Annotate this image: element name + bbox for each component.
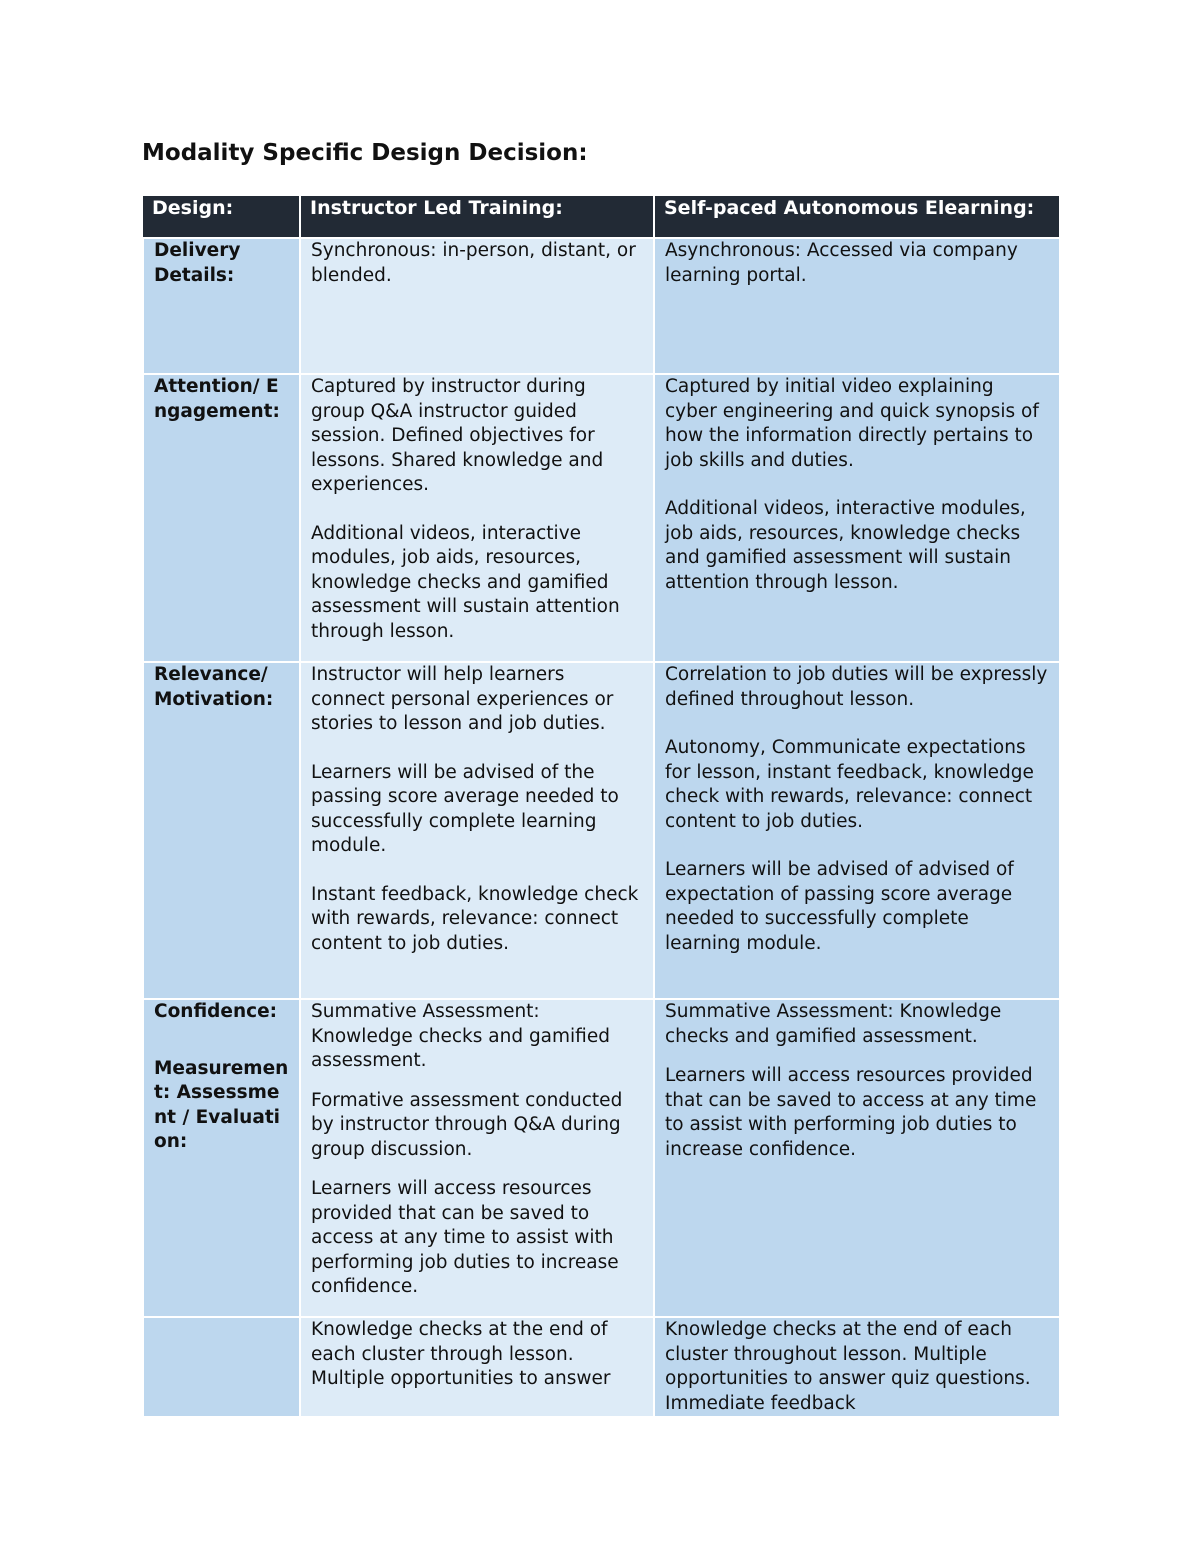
row-label-text: Measurement: Assessment / Evaluation: [154,1057,289,1152]
row-label-text: Delivery Details: [154,240,241,286]
header-self-paced-elearning: Self-paced Autonomous Elearning: [654,196,1059,238]
cell-paragraph: Instructor will help learners connect personal experiences or stories to lesson and job duties. [311,664,614,734]
design-decision-table [142,196,1059,1416]
cell-paragraph: Additional videos, interactive modules, job aids, resources, knowledge checks and gamified assessment will sustain attention through lesson. [665,498,1026,593]
row-label-confidence-measurement [143,999,300,1317]
cell-paragraph: Captured by instructor during group Q&A instructor guided session. Defined objectives for lessons. Shared knowledge and experiences. [311,376,604,495]
elearning-cell [654,1317,1059,1416]
row-label-delivery-details [143,238,300,374]
elearning-cell [654,662,1059,999]
elearning-cell [654,238,1059,374]
row-label-attention-engagement [143,374,300,662]
cell-paragraph: Knowledge checks at the end of each cluster through lesson. Multiple opportunities to answer [311,1319,611,1389]
cell-paragraph: Summative Assessment: Knowledge checks and gamified assessment. [311,1001,610,1071]
elearning-cell [654,374,1059,662]
row-label-relevance-motivation [143,662,300,999]
cell-paragraph: Learners will access resources provided that can be saved to access at any time to assist with performing job duties to increase confidence. [665,1065,1037,1160]
row-label-text: Attention/ Engagement: [154,376,280,422]
cell-paragraph: Summative Assessment: Knowledge checks and gamified assessment. [665,1001,1002,1047]
cell-paragraph: Learners will be advised of the passing score average needed to successfully complete learning module. [311,761,619,856]
table-header-row [143,196,1059,238]
header-instructor-led-training: Instructor Led Training: [300,196,654,238]
cell-paragraph: Captured by initial video explaining cyber engineering and quick synopsis of how the information directly pertains to job skills and duties. [665,376,1039,471]
elearning-cell [654,999,1059,1317]
ilt-cell [300,374,654,662]
cell-paragraph: Knowledge checks at the end of each cluster throughout lesson. Multiple opportunities to answer quiz questions. Immediate feedback [665,1319,1031,1414]
ilt-cell [300,238,654,374]
cell-paragraph: Learners will be advised of advised of expectation of passing score average needed to successfully complete learning module. [665,859,1014,954]
page-title: Modality Specific Design Decision: [142,140,588,166]
table-row [143,374,1059,662]
table-row [143,999,1059,1317]
cell-paragraph: Autonomy, Communicate expectations for lesson, instant feedback, knowledge check with rewards, relevance: connect content to job duties. [665,737,1034,832]
ilt-cell [300,1317,654,1416]
row-label-empty [143,1317,300,1416]
row-label-text: Relevance/ Motivation: [154,664,274,710]
cell-paragraph: Synchronous: in-person, distant, or blended. [311,240,636,286]
cell-paragraph: Instant feedback, knowledge check with rewards, relevance: connect content to job duties. [311,883,639,954]
row-label-text: Confidence: [154,1001,278,1022]
cell-paragraph: Correlation to job duties will be expressly defined throughout lesson. [665,664,1048,710]
ilt-cell [300,999,654,1317]
ilt-cell [300,662,654,999]
table-row [143,238,1059,374]
cell-paragraph: Formative assessment conducted by instructor through Q&A during group discussion. [311,1089,623,1160]
table-row [143,662,1059,999]
table-row [143,1317,1059,1416]
cell-paragraph: Additional videos, interactive modules, job aids, resources, knowledge checks and gamified assessment will sustain attention through lesson. [311,522,620,642]
header-design: Design: [143,196,300,238]
cell-paragraph: Asynchronous: Accessed via company learning portal. [665,240,1018,286]
cell-paragraph: Learners will access resources provided that can be saved to access at any time to assist with performing job duties to increase confidence. [311,1178,619,1297]
